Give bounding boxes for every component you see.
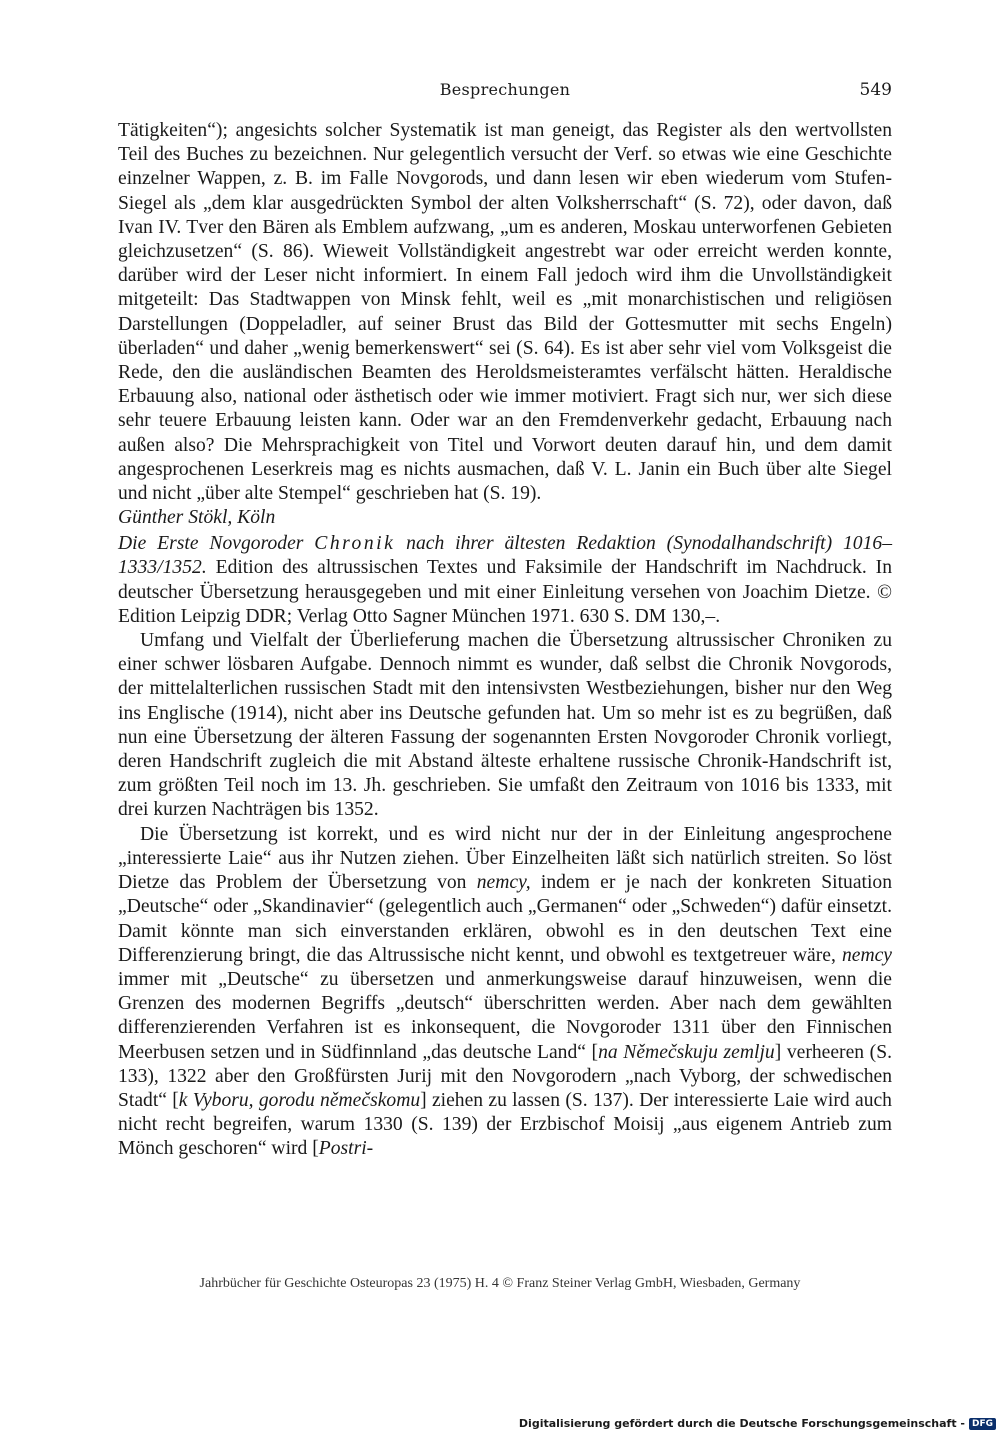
p2-quote-1: na Němečskuju zemlju — [598, 1041, 775, 1063]
p2-text-e: ] ziehen zu lassen (S. 137). Der interessierte Laie wird auch nicht recht begreifen, warum 1330 (S. 139) der Erzbischof Moisij „aus eigenem Antrieb zum Mönch geschoren“ wird [ — [118, 1089, 892, 1160]
review-title-details: Edition des altrussischen Textes und Faksimile der Handschrift im Nachdruck. In deutscher Übersetzung herausgegeben und mit einer Einleitung versehen von Joachim Dietze. © Edition Leipzig DDR; Verlag Otto Sagner München 1971. 630 S. DM 130,–. — [118, 557, 892, 627]
review-paragraph-1: Umfang und Vielfalt der Überlieferung machen die Übersetzung altrussischer Chroniken zu einer schwer lösbaren Aufgabe. Dennoch nimmt es wunder, daß selbst die Chronik Novgorods, der mittelalterlichen russischen Stadt mit den intensivsten Westbeziehungen, bisher nur den Weg ins Englische (1914), nicht aber ins Deutsche gefunden hat. Um so mehr ist es zu begrüßen, daß nun eine Übersetzung der älteren Fassung der sogenannten Ersten Novgoroder Chronik vorliegt, deren Handschrift zugleich die mit Abstand älteste erhaltene russische Chronik-Handschrift ist, zum größten Teil noch im 13. Jh. geschrieben. Sie umfaßt den Zeitraum von 1016 bis 1333, mit drei kurzen Nachträgen bis 1352. — [118, 630, 892, 821]
p2-term-nemcy-2: nemcy — [841, 944, 892, 966]
dfg-logo: DFG — [969, 1418, 996, 1430]
review-paragraph-2 — [118, 823, 892, 1162]
running-head: Besprechungen — [439, 80, 571, 99]
journal-citation: Jahrbücher für Geschichte Osteuropas 23 (1975) H. 4 © Franz Steiner Verlag GmbH, Wiesbaden, Germany — [199, 1276, 801, 1291]
continuation-paragraph: Tätigkeiten“); angesichts solcher Systematik ist man geneigt, das Register als den wertvollsten Teil des Buches zu bezeichnen. Nur gelegentlich versucht der Verf. so etwas wie eine Geschichte einzelner Wappen, z. B. im Falle Novgorods, und dann lesen wir eben wiederum vom Stufen-Siegel als „dem klar ausgedrückten Symbol der alten Volksherrschaft“ (S. 72), oder davon, daß Ivan IV. Tver den Bären als Emblem aufzwang, „um es anderen, Moskau unterworfenen Gebieten gleichzusetzen“ (S. 86). Wieweit Vollständigkeit angestrebt war oder erreicht werden konnte, darüber wird der Leser nicht informiert. In einem Fall jedoch wird ihm die Unvollständigkeit mitgeteilt: Das Stadtwappen von Minsk fehlt, weil es „mit monarchistischen und religiösen Darstellungen (Doppeladler, auf seiner Brust das Bild der Gottesmutter mit sechs Engeln) überladen“ und daher „wenig bemerkenswert“ sei (S. 64). Es ist aber sehr viel vom Volksgeist die Rede, den die ausländischen Beamten des Heroldsmeisteramtes verfälscht hätten. Heraldische Erbauung also, national oder ästhetisch oder wie immer motiviert. Fragt sich nur, wer sich diese sehr teuere Erbauung leisten kann. Oder war an den Fremdenverkehr gedacht, Erbauung nach außen also? Die Mehrsprachigkeit von Titel und Vorwort deuten darauf hin, und dem damit angesprochenen Leserkreis mag es nichts ausmachen, daß V. L. Janin ein Buch über alte Siegel und nicht „über alte Stempel“ geschrieben hat (S. 19). — [118, 120, 892, 505]
funding-notice — [519, 1417, 996, 1430]
p2-text-b: indem er je nach der konkreten Situation „Deutsche“ oder „Skandinavier“ (gelegentlich auch „Germanen“ oder „Schweden“) dafür einsetzt. Damit könnte man sich einverstanden erklären, obwohl es in den deutschen Text eine Differenzierung bringt, die das Altrussische nicht kennt, und obwohl es textgetreuer wäre, — [118, 872, 892, 966]
reviewer-signature: Günther Stökl, Köln — [118, 507, 276, 529]
review-bibliographic-entry — [118, 532, 892, 629]
review-title-part1: Die Erste Novgoroder — [118, 533, 315, 555]
page-content — [118, 119, 892, 1162]
p2-text-d: ] verheeren (S. 133), 1322 aber den Großfürsten Jurij mit den Novgorodern „nach Vyborg, der schwedischen Stadt“ [ — [118, 1041, 892, 1111]
funding-text: Digitalisierung gefördert durch die Deutsche Forschungsgemeinschaft - — [518, 1417, 965, 1430]
review-title-spaced: Chronik — [314, 533, 396, 555]
p2-quote-3: Postri- — [318, 1138, 374, 1160]
p2-text-c: immer mit „Deutsche“ zu übersetzen und anmerkungsweise darauf hinzuweisen, wenn die Grenzen des modernen Begriffs „deutsch“ überschritten werden. Aber nach dem gewählten differenzierenden Verfahren ist es inkonsequent, die Novgoroder 1311 über den Finnischen Meerbusen setzen und in Südfinnland „das deutsche Land“ [ — [118, 968, 892, 1063]
p2-quote-2: k Vyboru, gorodu němečskomu — [178, 1089, 421, 1111]
p2-term-nemcy-1: nemcy, — [476, 872, 531, 894]
page-number: 549 — [859, 80, 892, 100]
review-title-part2: nach ihrer ältesten Redaktion (Synodalhandschrift) 1016–1333/1352. — [118, 533, 892, 579]
page-header — [118, 80, 892, 110]
p2-text-a: Die Übersetzung ist korrekt, und es wird nicht nur der in der Einleitung angesprochene „interessierte Laie“ aus ihr Nutzen ziehen. Über Einzelheiten läßt sich natürlich streiten. So löst Dietze das Problem der Übersetzung von — [118, 823, 892, 894]
